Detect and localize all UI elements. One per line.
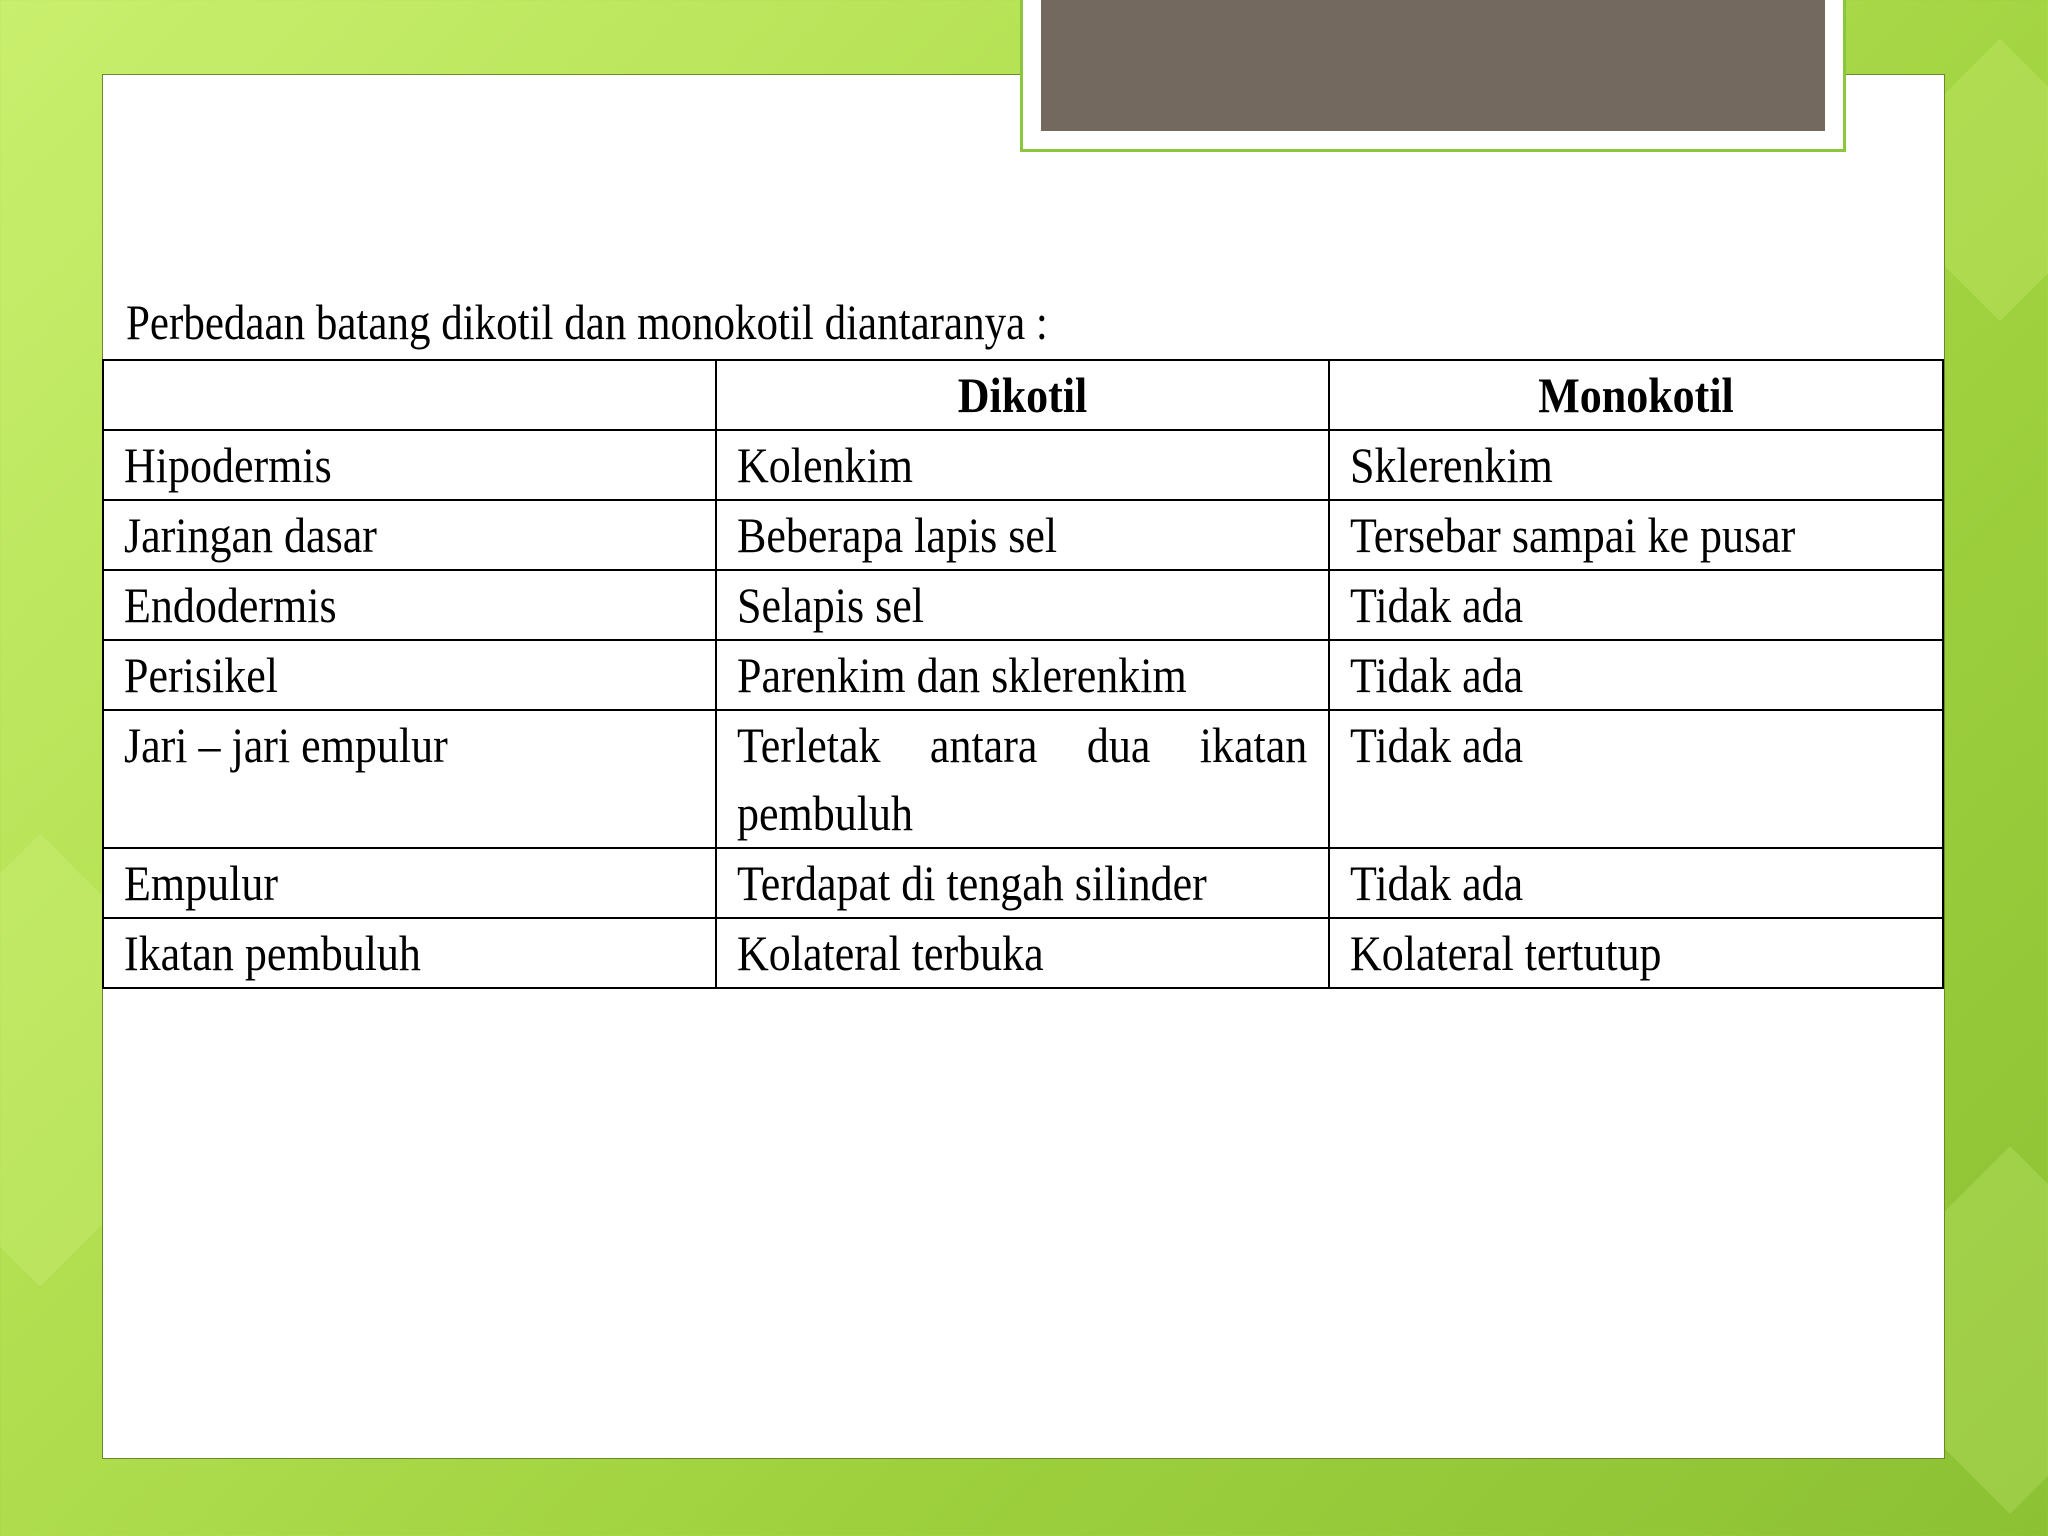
table-row <box>103 918 1943 988</box>
table-row <box>103 640 1943 710</box>
monokotil-cell: Tidak ada <box>1329 848 1943 918</box>
comparison-table <box>102 359 1944 989</box>
row-label-cell: Jaringan dasar <box>103 500 716 570</box>
monokotil-cell: Kolateral tertutup <box>1329 918 1943 988</box>
dikotil-cell: Kolenkim <box>716 430 1329 500</box>
table-row <box>103 430 1943 500</box>
row-label-cell: Perisikel <box>103 640 716 710</box>
dikotil-cell: Selapis sel <box>716 570 1329 640</box>
row-label-cell: Hipodermis <box>103 430 716 500</box>
dikotil-cell: Parenkim dan sklerenkim <box>716 640 1329 710</box>
title-placeholder-fill <box>1041 0 1825 131</box>
header-cell-monokotil: Monokotil <box>1329 360 1943 430</box>
title-placeholder <box>1020 0 1846 152</box>
monokotil-cell: Tidak ada <box>1329 640 1943 710</box>
monokotil-cell: Sklerenkim <box>1329 430 1943 500</box>
monokotil-cell: Tersebar sampai ke pusar <box>1329 500 1943 570</box>
monokotil-cell: Tidak ada <box>1329 710 1943 848</box>
row-label-cell: Endodermis <box>103 570 716 640</box>
header-cell-dikotil: Dikotil <box>716 360 1329 430</box>
dikotil-cell: Beberapa lapis sel <box>716 500 1329 570</box>
row-label-cell: Jari – jari empulur <box>103 710 716 848</box>
table-row <box>103 570 1943 640</box>
table-header-row <box>103 360 1943 430</box>
table-row <box>103 848 1943 918</box>
table-row <box>103 710 1943 848</box>
row-label-cell: Empulur <box>103 848 716 918</box>
row-label-cell: Ikatan pembuluh <box>103 918 716 988</box>
intro-text: Perbedaan batang dikotil dan monokotil diantaranya : <box>126 294 1048 350</box>
dikotil-cell: Terdapat di tengah silinder <box>716 848 1329 918</box>
dikotil-cell: Kolateral terbuka <box>716 918 1329 988</box>
header-cell-empty <box>103 360 716 430</box>
dikotil-cell: Terletak antara dua ikatan pembuluh <box>716 710 1329 848</box>
monokotil-cell: Tidak ada <box>1329 570 1943 640</box>
table-row <box>103 500 1943 570</box>
